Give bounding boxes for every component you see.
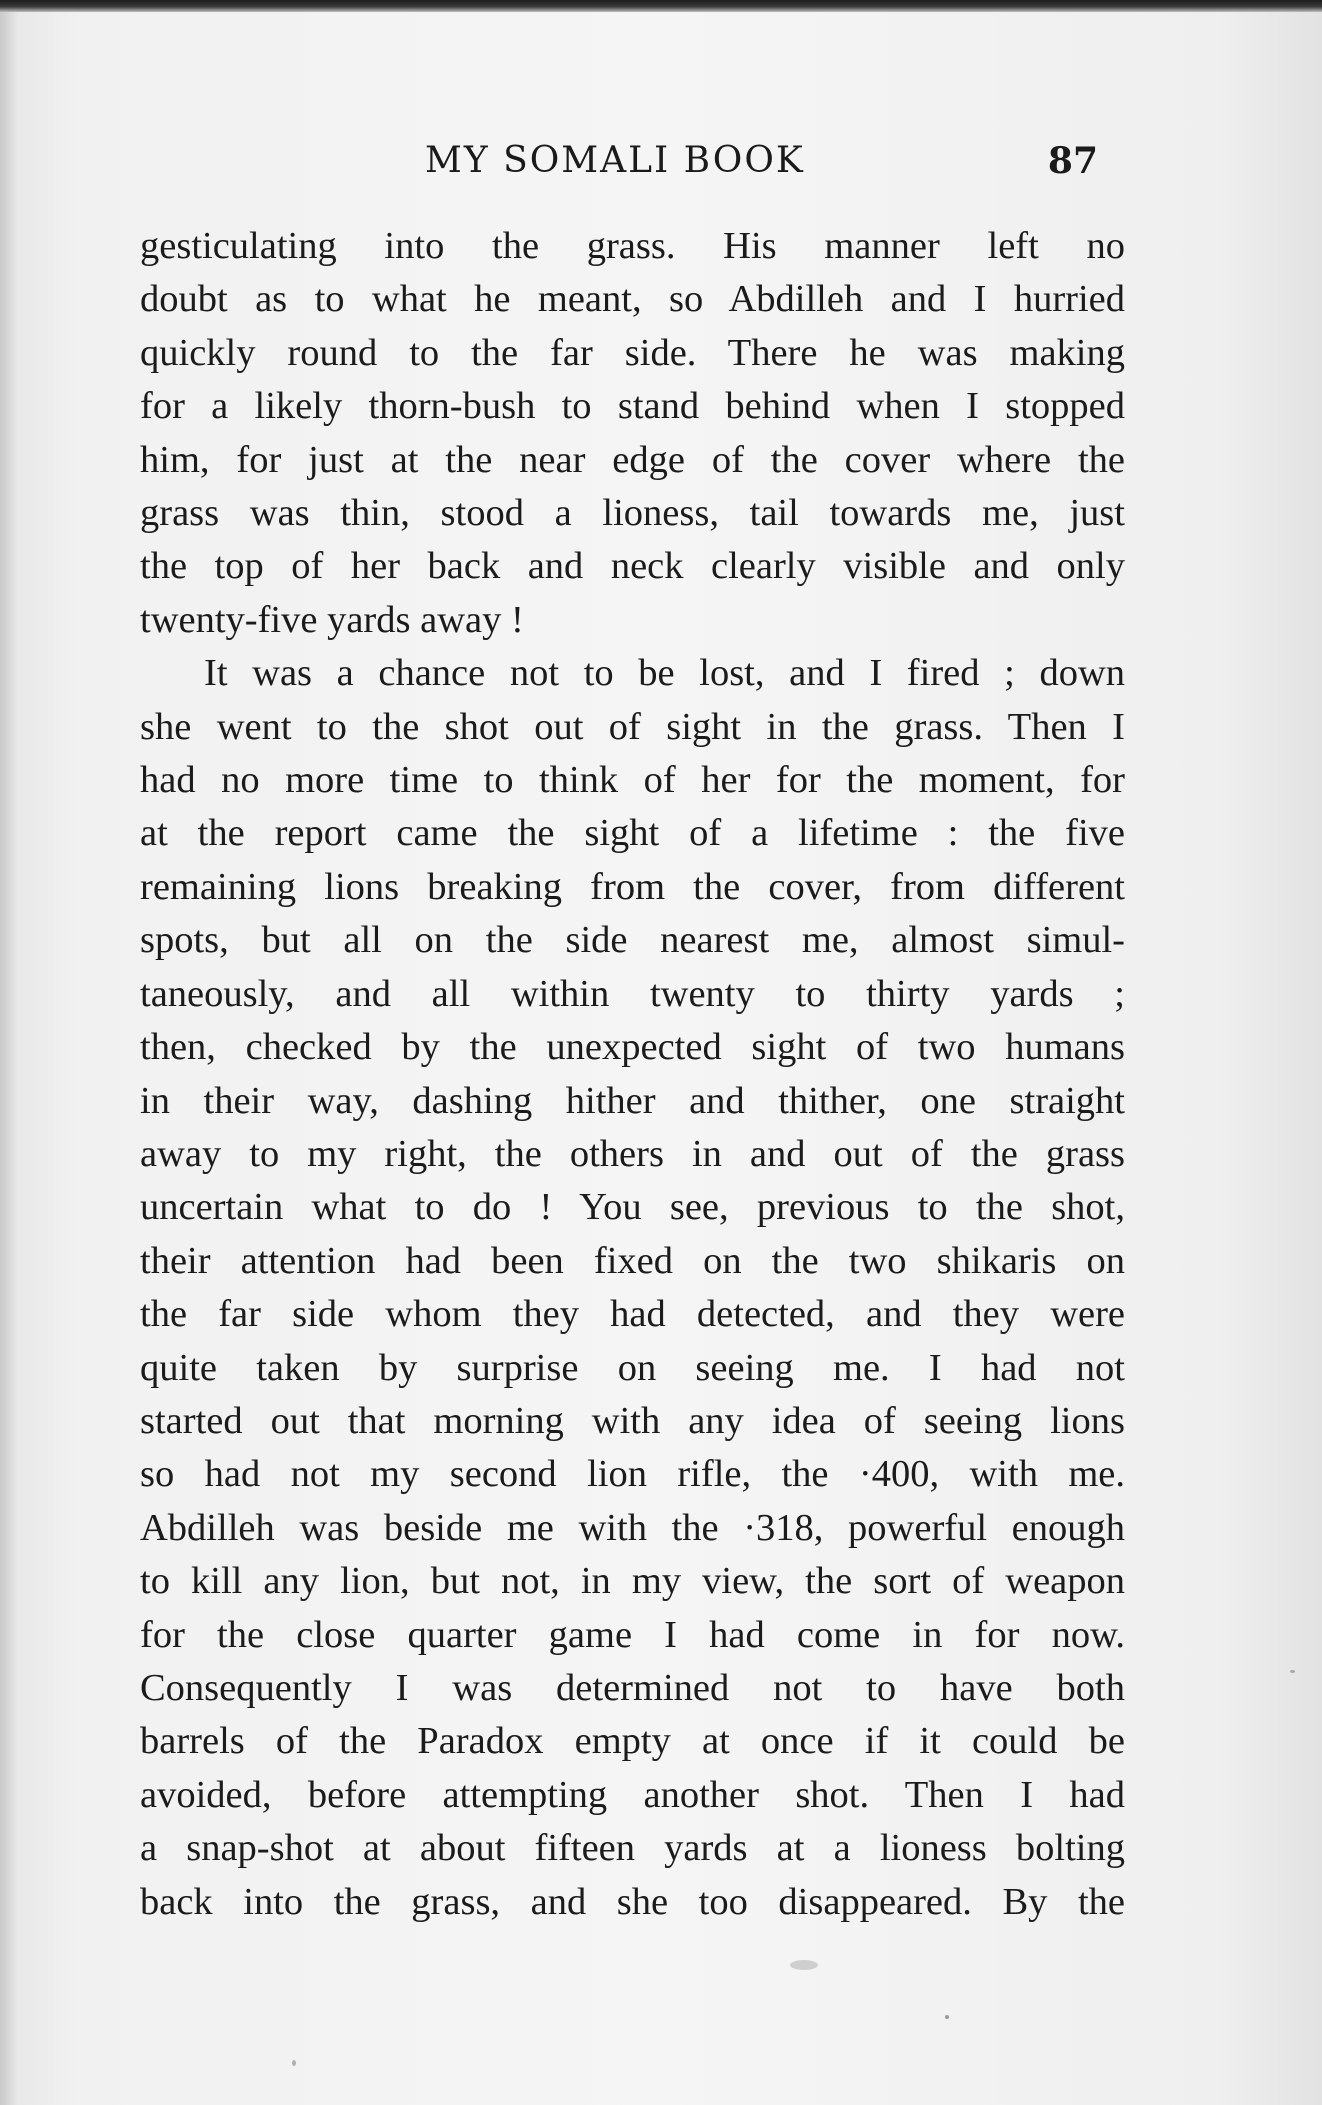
body-text	[140, 220, 1125, 1929]
page-number: 87	[1047, 140, 1098, 182]
text-line: at the report came the sight of a lifetime : the five	[140, 812, 1125, 855]
text-line: spots, but all on the side nearest me, almost simul-	[140, 919, 1125, 962]
paragraph-first-line: It was a chance not to be lost, and I fired ; down	[204, 652, 1125, 695]
page-header	[140, 140, 1120, 200]
paper-speck	[790, 1960, 818, 1970]
text-line: avoided, before attempting another shot. Then I had	[140, 1773, 1125, 1816]
text-line: him, for just at the near edge of the cover where the	[140, 438, 1125, 481]
text-line: so had not my second lion rifle, the ·400, with me.	[140, 1453, 1125, 1496]
text-line: uncertain what to do ! You see, previous to the shot,	[140, 1186, 1125, 1229]
text-line: then, checked by the unexpected sight of two humans	[140, 1026, 1125, 1069]
text-line: she went to the shot out of sight in the grass. Then I	[140, 705, 1125, 748]
text-line: remaining lions breaking from the cover, from different	[140, 865, 1125, 908]
page-gutter-shadow	[0, 12, 18, 2105]
running-head: MY SOMALI BOOK	[425, 140, 805, 181]
text-line: Consequently I was determined not to have both	[140, 1666, 1125, 1709]
text-line: quickly round to the far side. There he was making	[140, 331, 1125, 374]
text-line: barrels of the Paradox empty at once if it could be	[140, 1720, 1125, 1763]
text-line: back into the grass, and she too disappeared. By the	[140, 1880, 1125, 1923]
paper-speck	[945, 2015, 949, 2019]
text-line: for a likely thorn-bush to stand behind when I stopped	[140, 385, 1125, 428]
text-line: grass was thin, stood a lioness, tail towards me, just	[140, 492, 1125, 535]
text-line: the top of her back and neck clearly visible and only	[140, 545, 1125, 588]
text-line: to kill any lion, but not, in my view, the sort of weapon	[140, 1560, 1125, 1603]
paper-speck	[292, 2060, 296, 2066]
text-line: their attention had been fixed on the two shikaris on	[140, 1239, 1125, 1282]
page-top-edge	[0, 0, 1322, 12]
text-line: the far side whom they had detected, and they were	[140, 1293, 1125, 1336]
text-line: twenty-five yards away !	[140, 598, 524, 641]
text-line: taneously, and all within twenty to thirty yards ;	[140, 972, 1125, 1015]
text-line: a snap-shot at about fifteen yards at a lioness bolting	[140, 1827, 1125, 1870]
text-line: had no more time to think of her for the moment, for	[140, 759, 1125, 802]
text-line: in their way, dashing hither and thither, one straight	[140, 1079, 1125, 1122]
paper-speck	[1290, 1670, 1295, 1673]
text-line: doubt as to what he meant, so Abdilleh and I hurried	[140, 278, 1125, 321]
text-line: gesticulating into the grass. His manner left no	[140, 225, 1125, 267]
text-line: started out that morning with any idea of seeing lions	[140, 1399, 1125, 1442]
text-line: quite taken by surprise on seeing me. I had not	[140, 1346, 1125, 1389]
text-line: for the close quarter game I had come in for now.	[140, 1613, 1125, 1656]
text-line: away to my right, the others in and out of the grass	[140, 1132, 1125, 1175]
text-line: Abdilleh was beside me with the ·318, powerful enough	[140, 1506, 1125, 1549]
